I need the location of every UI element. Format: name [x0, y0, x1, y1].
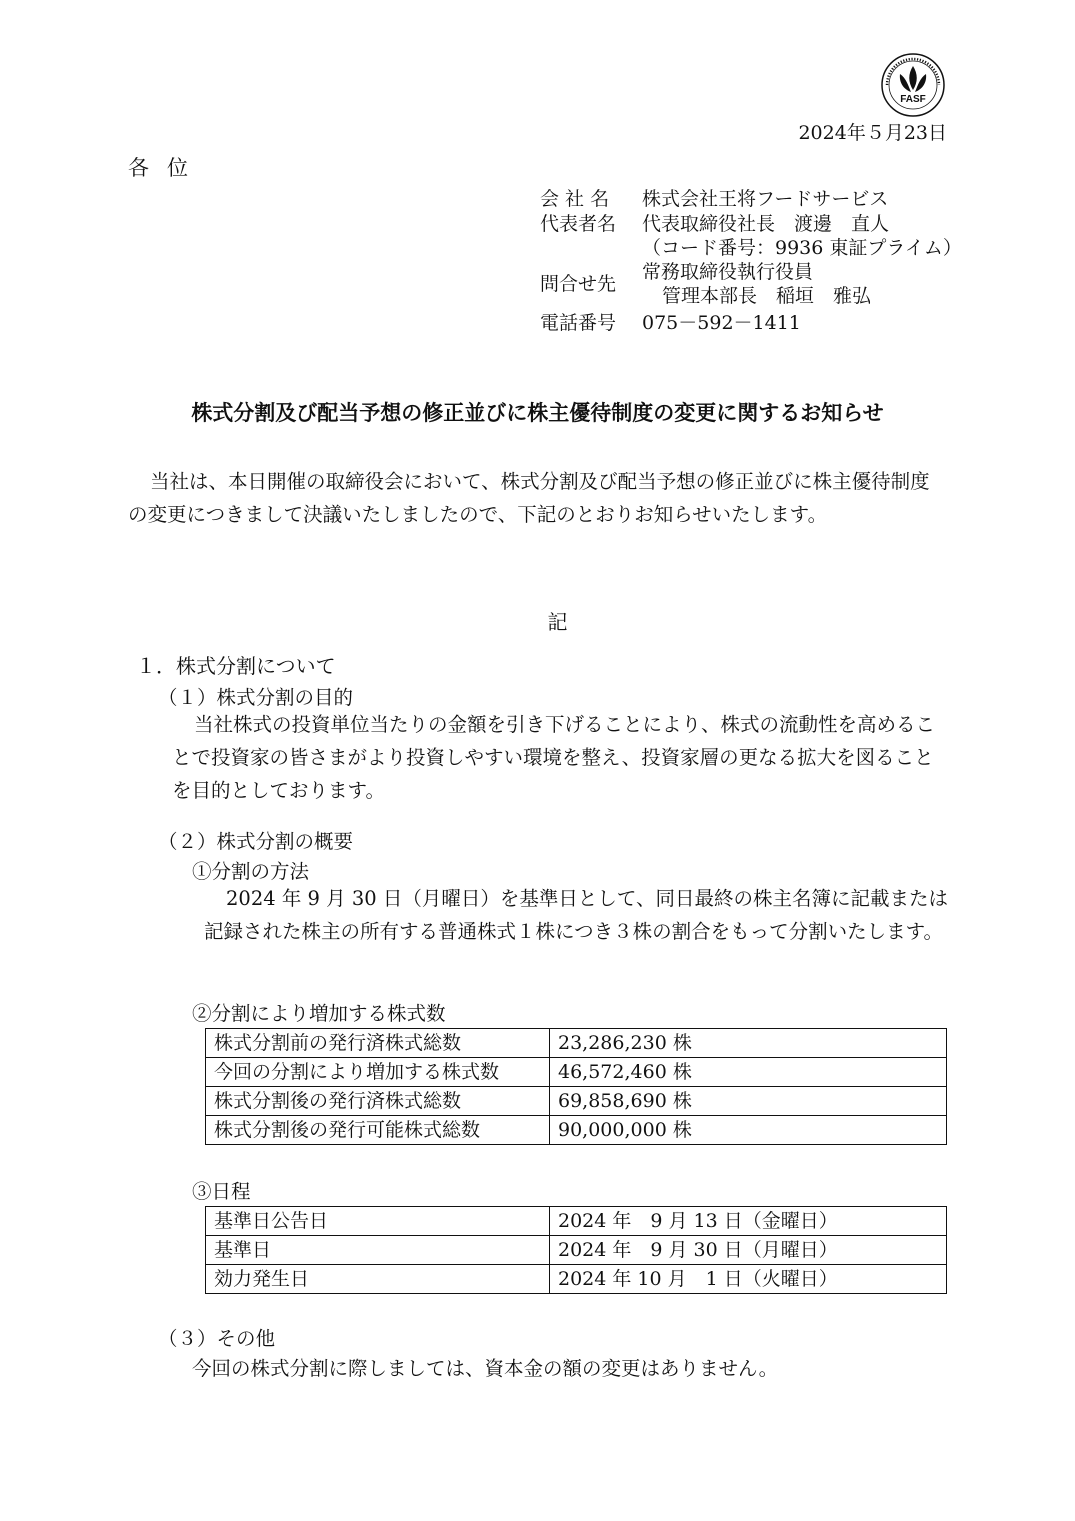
table-cell-value: 23,286,230 株: [550, 1029, 947, 1058]
table-cell-label: 株式分割前の発行済株式総数: [206, 1029, 550, 1058]
method-text: 2024 年 9 月 30 日（月曜日）を基準日として、同日最終の株主名簿に記載または記録された株主の所有する普通株式１株につき３株の割合をもって分割いたします。: [204, 887, 948, 943]
intro-paragraph: 当社は、本日開催の取締役会において、株式分割及び配当予想の修正並びに株主優待制度の変更につきまして決議いたしましたので、下記のとおりお知らせいたします。: [128, 470, 930, 526]
table-cell-value: 46,572,460 株: [550, 1058, 947, 1087]
other-text: 今回の株式分割に際しましては、資本金の額の変更はありません。: [192, 1357, 779, 1380]
contact-person: 管理本部長 稲垣 雅弘: [662, 285, 872, 307]
table-row: [206, 1058, 947, 1087]
schedule-heading: ③日程: [192, 1180, 251, 1203]
table-row: [206, 1207, 947, 1236]
table-cell-label: 株式分割後の発行可能株式総数: [206, 1116, 550, 1145]
ki-heading: 記: [547, 610, 568, 634]
table-row: [206, 1236, 947, 1265]
section-1-heading: １．株式分割について: [136, 654, 336, 678]
phone-label: 電話番号: [540, 311, 617, 334]
table-cell-label: 基準日: [206, 1236, 550, 1265]
table-cell-value: 2024 年 9 月 30 日（月曜日）: [550, 1236, 947, 1265]
purpose-heading: （１）株式分割の目的: [158, 686, 354, 709]
method-heading: ①分割の方法: [192, 860, 310, 883]
representative-value: 代表取締役社長 渡邊 直人: [642, 212, 890, 235]
schedule-table: [205, 1206, 947, 1294]
increase-table: [205, 1028, 947, 1145]
increase-heading: ②分割により増加する株式数: [192, 1002, 446, 1025]
addressee: 各位: [128, 156, 206, 180]
document-date: 2024年５月23日: [798, 122, 947, 144]
table-cell-label: 株式分割後の発行済株式総数: [206, 1087, 550, 1116]
svg-text:FASF: FASF: [900, 94, 926, 105]
stock-code-value: （コード番号：9936 東証プライム）: [642, 236, 962, 259]
table-cell-value: 69,858,690 株: [550, 1087, 947, 1116]
representative-label: 代表者名: [540, 212, 617, 235]
company-name-value: 株式会社王将フードサービス: [642, 187, 889, 210]
table-cell-label: 基準日公告日: [206, 1207, 550, 1236]
table-cell-label: 今回の分割により増加する株式数: [206, 1058, 550, 1087]
contact-label: 問合せ先: [540, 272, 617, 295]
company-info-block: [540, 186, 962, 338]
table-row: [206, 1116, 947, 1145]
table-row: [206, 1029, 947, 1058]
table-cell-value: 2024 年 9 月 13 日（金曜日）: [550, 1207, 947, 1236]
overview-heading: （２）株式分割の概要: [158, 830, 354, 853]
table-cell-value: 90,000,000 株: [550, 1116, 947, 1145]
table-cell-value: 2024 年 10 月 1 日（火曜日）: [550, 1265, 947, 1294]
purpose-text: 当社株式の投資単位当たりの金額を引き下げることにより、株式の流動性を高めることで投資家の皆さまがより投資しやすい環境を整え、投資家層の更なる拡大を図ることを目的としております。: [172, 713, 936, 802]
company-name-label: 会 社 名: [540, 187, 610, 210]
phone-value: 075－592－1411: [642, 311, 801, 334]
document-title: 株式分割及び配当予想の修正並びに株主優待制度の変更に関するお知らせ: [191, 400, 884, 425]
contact-title: 常務取締役執行役員: [642, 261, 814, 283]
table-cell-label: 効力発生日: [206, 1265, 550, 1294]
fasf-seal-logo: [880, 52, 946, 118]
table-row: [206, 1087, 947, 1116]
other-heading: （３）その他: [158, 1327, 276, 1350]
table-row: [206, 1265, 947, 1294]
